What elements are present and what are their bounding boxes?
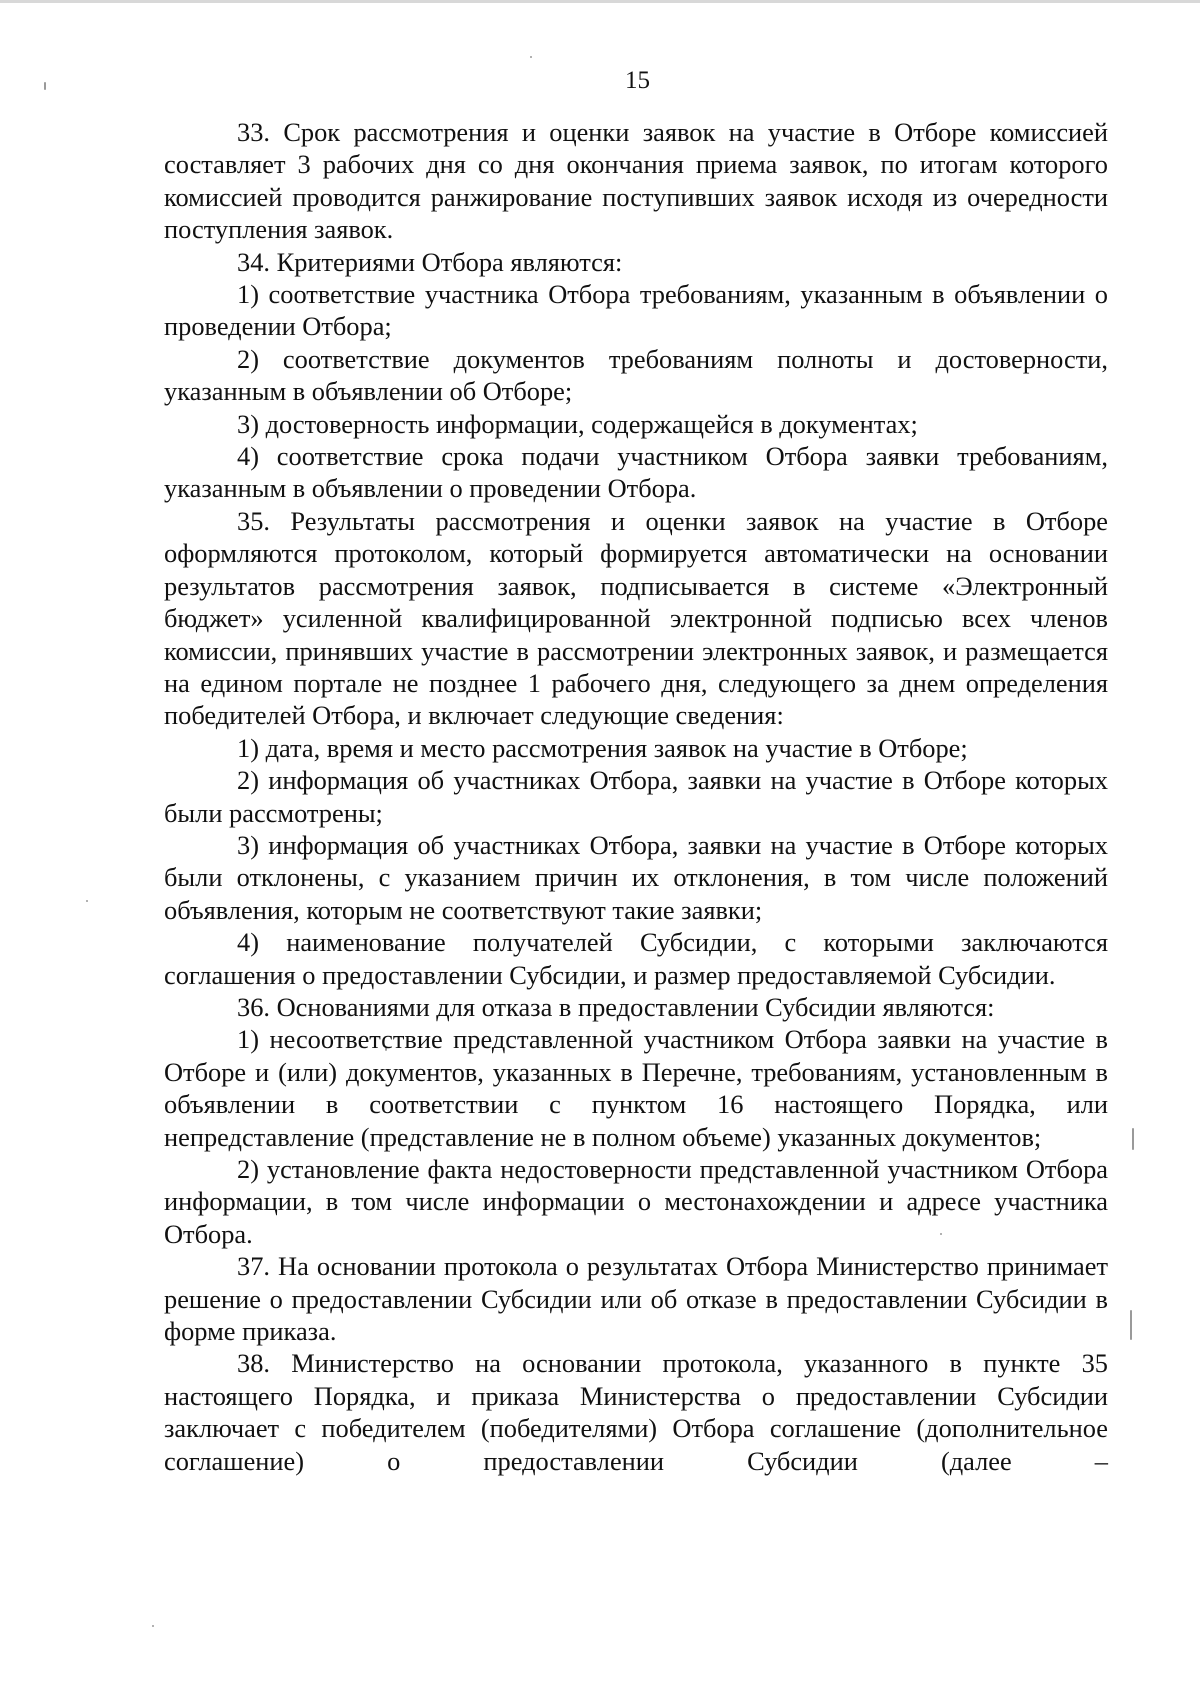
paragraph-37: 37. На основании протокола о результатах Отбора Министерство принимает решение о предоставлении Субсидии или об отказе в предоставлении Субсидии в форме приказа. — [164, 1251, 1108, 1347]
paragraph-34-item-1: 1) соответствие участника Отбора требованиям, указанным в объявлении о проведении Отбора; — [164, 279, 1108, 342]
scan-speck — [1132, 1128, 1134, 1150]
document-body — [164, 116, 1108, 1477]
paragraph-35-item-2: 2) информация об участниках Отбора, заявки на участие в Отборе которых были рассмотрены; — [164, 765, 1108, 828]
paragraph-38: 38. Министерство на основании протокола, указанного в пункте 35 настоящего Порядка, и приказа Министерства о предоставлении Субсидии заключает с победителем (победителями) Отбора соглашение (дополнительное соглашение) о предоставлении Субсидии (далее – — [164, 1348, 1108, 1476]
paragraph-35-item-3: 3) информация об участниках Отбора, заявки на участие в Отборе которых были отклонены, с указанием причин их отклонения, в том числе положений объявления, которым не соответствуют такие заявки; — [164, 829, 1108, 925]
scan-top-edge — [0, 0, 1200, 3]
scan-speck — [1130, 1310, 1132, 1340]
scan-speck — [152, 1625, 154, 1627]
paragraph-36-item-2: 2) установление факта недостоверности представленной участником Отбора информации, в том числе информации о местонахождении и адресе участника Отбора. — [164, 1154, 1108, 1249]
paragraph-34-item-4: 4) соответствие срока подачи участником Отбора заявки требованиям, указанным в объявлении о проведении Отбора. — [164, 441, 1108, 504]
paragraph-34-item-2: 2) соответствие документов требованиям полноты и достоверности, указанным в объявлении об Отборе; — [164, 343, 1108, 407]
scan-speck — [86, 900, 88, 902]
paragraph-33: 33. Срок рассмотрения и оценки заявок на участие в Отборе комиссией составляет 3 рабочих дня со дня окончания приема заявок, по итогам которого комиссией проводится ранжирование поступивших заявок исходя из очередности поступления заявок. — [164, 117, 1108, 245]
paragraph-36: 36. Основаниями для отказа в предоставлении Субсидии являются: — [237, 991, 995, 1022]
paragraph-36-item-1: 1) несоответствие представленной участником Отбора заявки на участие в Отборе и (или) документов, указанных в Перечне, требованиям, установленным в объявлении в соответствии с пунктом 16 настоящего Порядка, или непредставление (представление не в полном объеме) указанных документов; — [164, 1024, 1108, 1152]
scan-speck — [530, 56, 532, 58]
paragraph-35: 35. Результаты рассмотрения и оценки заявок на участие в Отборе оформляются протоколом, который формируется автоматически на основании результатов рассмотрения заявок, подписывается в системе «Электронный бюджет» усиленной квалифицированной электронной подписью всех членов комиссии, принявших участие в рассмотрении электронных заявок, и размещается на едином портале не позднее 1 рабочего дня, следующего за днем определения победителей Отбора, и включает следующие сведения: — [164, 505, 1108, 731]
page-number: 15 — [625, 67, 650, 94]
paragraph-35-item-1: 1) дата, время и место рассмотрения заявок на участие в Отборе; — [237, 732, 968, 763]
paragraph-34-item-3: 3) достоверность информации, содержащейся в документах; — [237, 408, 918, 439]
paragraph-35-item-4: 4) наименование получателей Субсидии, с которыми заключаются соглашения о предоставлении Субсидии, и размер предоставляемой Субсидии. — [164, 927, 1108, 990]
paragraph-34: 34. Критериями Отбора являются: — [237, 246, 623, 277]
